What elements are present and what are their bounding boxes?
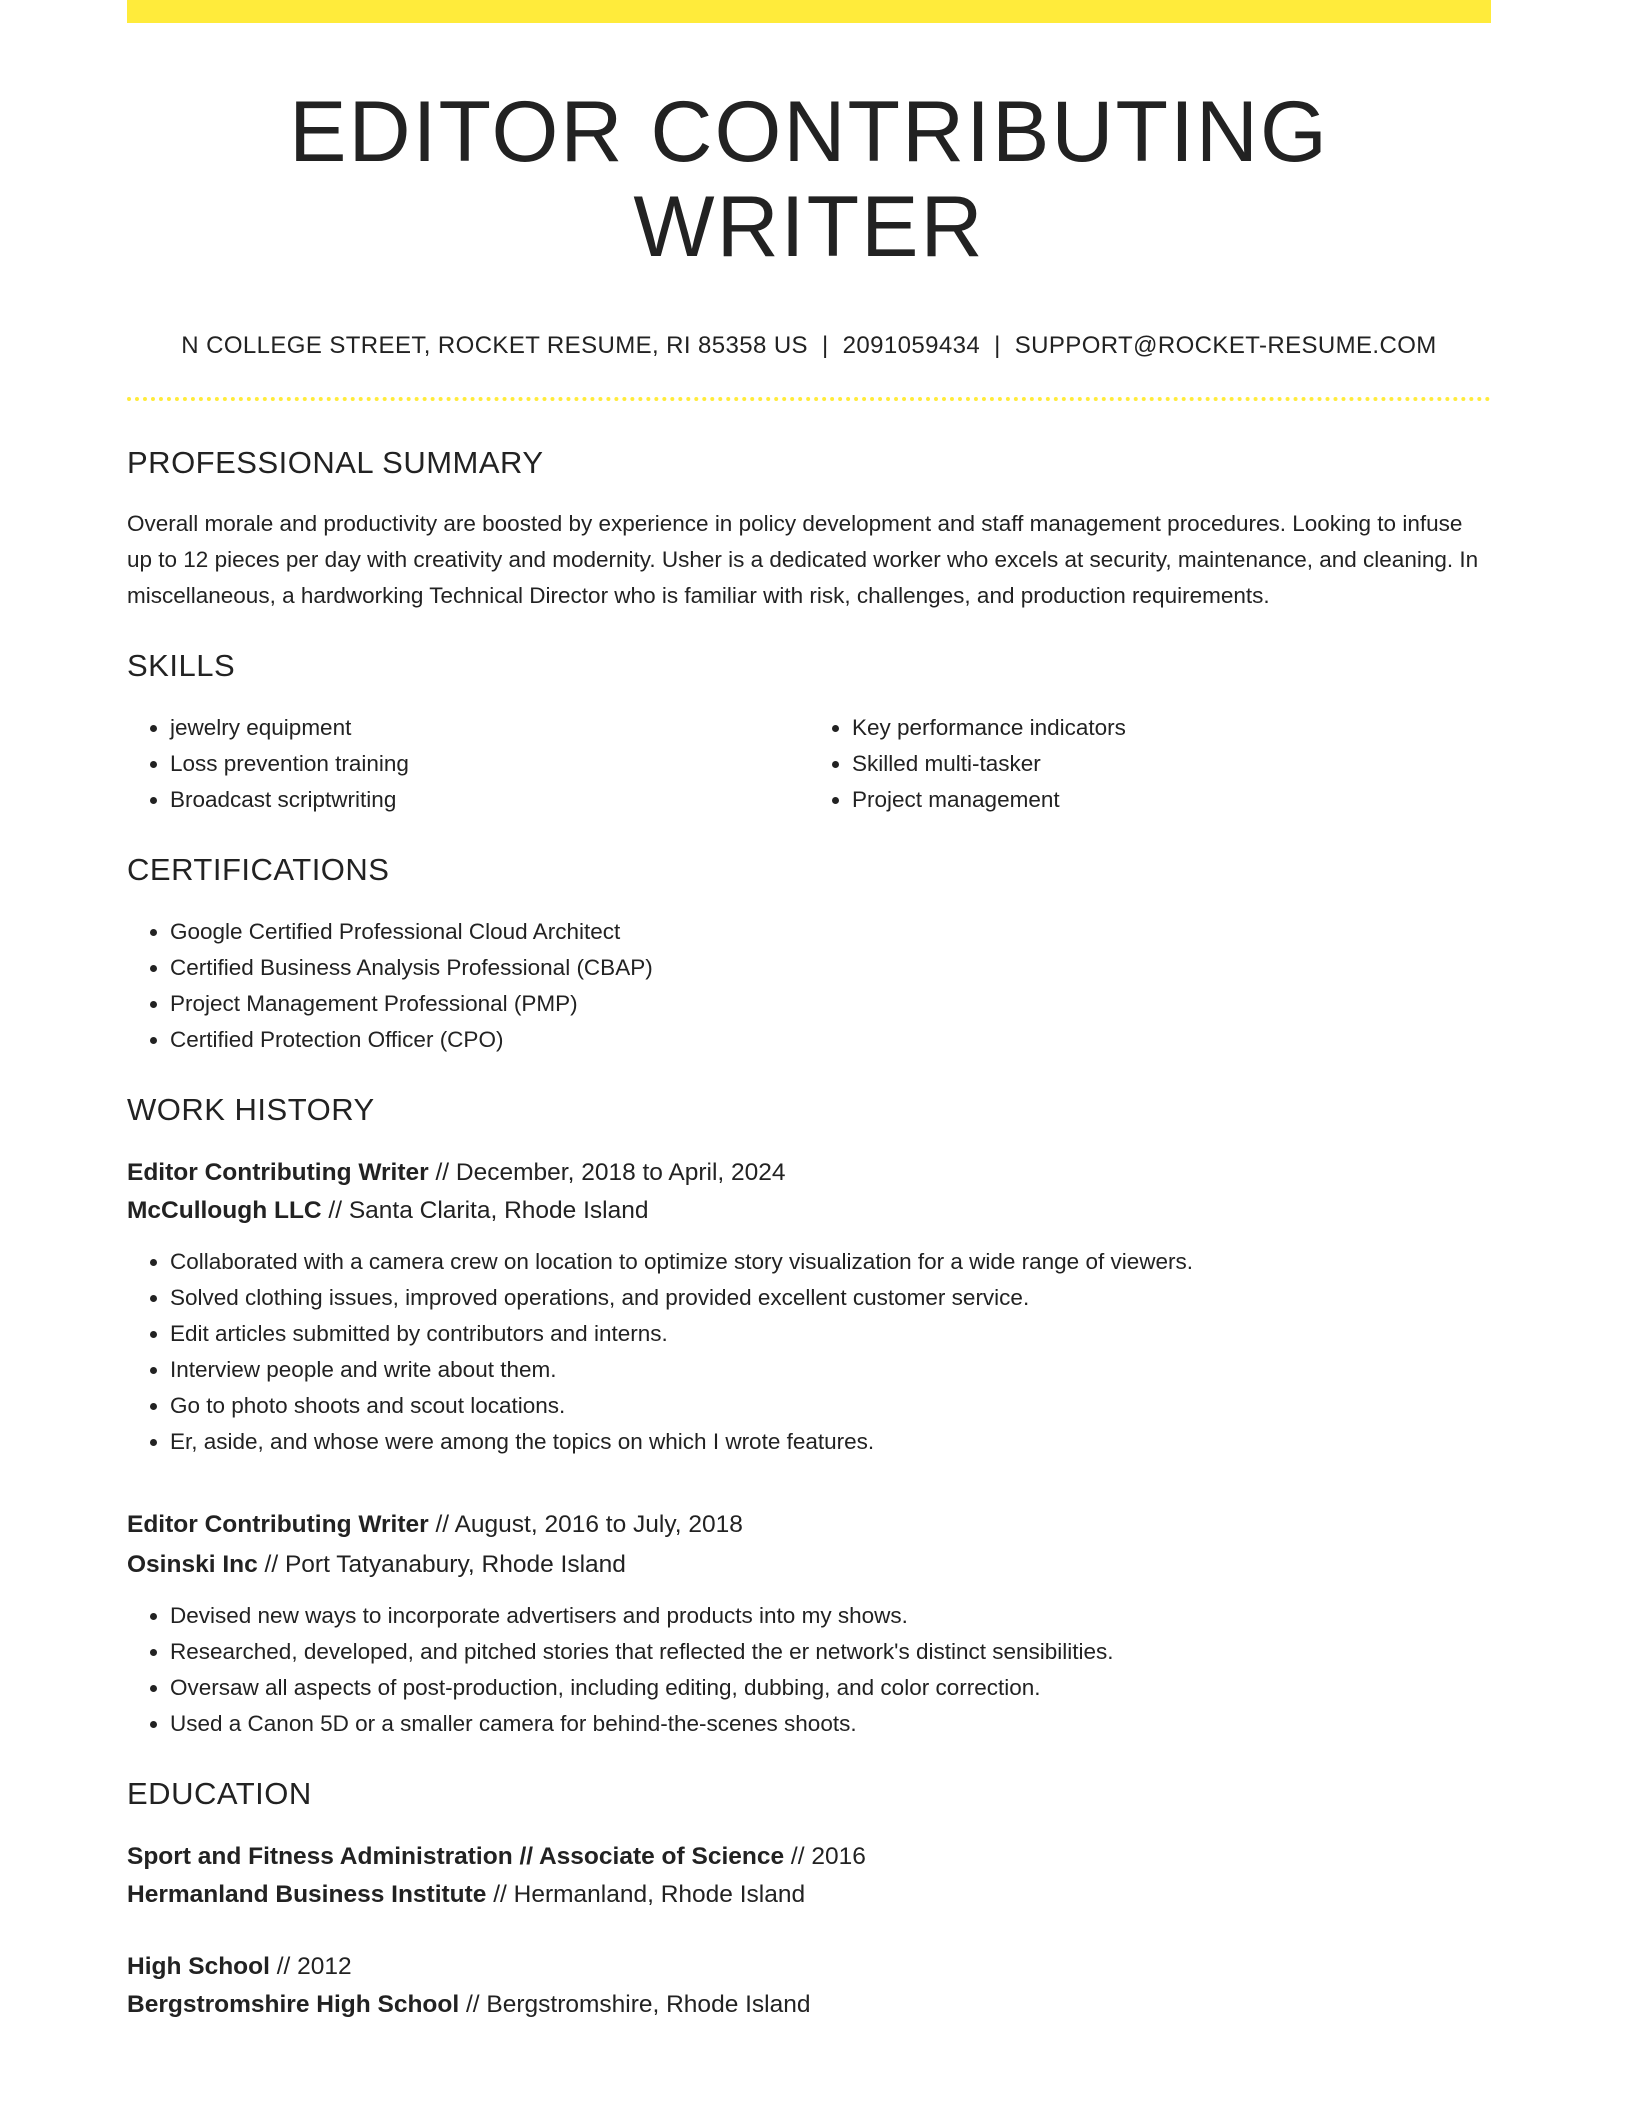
contact-phone: 2091059434: [842, 332, 981, 360]
job-bullet: • Go to photo shoots and scout locations.: [170, 1388, 1491, 1424]
job-entry: [127, 1154, 1491, 1460]
job-role: Editor Contributing Writer: [127, 1511, 429, 1539]
contact-separator: |: [821, 332, 829, 360]
skill-item: • jewelry equipment: [170, 710, 809, 746]
education-location: // Hermanland, Rhode Island: [486, 1881, 806, 1909]
education-entry: [127, 1948, 1491, 2024]
certification-item: • Certified Protection Officer (CPO): [170, 1022, 1491, 1058]
candidate-name: EDITOR CONTRIBUTING WRITER: [289, 84, 1329, 275]
job-dates: // August, 2016 to July, 2018: [428, 1511, 743, 1539]
contact-email: SUPPORT@ROCKET-RESUME.COM: [1014, 332, 1437, 360]
summary-heading: PROFESSIONAL SUMMARY: [127, 445, 544, 481]
job-company: McCullough LLC: [127, 1197, 322, 1225]
skill-item: • Loss prevention training: [170, 746, 809, 782]
education-year: // 2016: [784, 1843, 866, 1871]
education-location: // Bergstromshire, Rhode Island: [459, 1991, 811, 2019]
job-location: // Santa Clarita, Rhode Island: [321, 1197, 649, 1225]
certifications-heading: CERTIFICATIONS: [127, 852, 390, 888]
job-entry: [127, 1506, 1491, 1742]
certification-item: • Project Management Professional (PMP): [170, 986, 1491, 1022]
education-degree: Sport and Fitness Administration // Associate of Science: [127, 1843, 785, 1871]
job-role: Editor Contributing Writer: [127, 1159, 429, 1187]
job-dates: // December, 2018 to April, 2024: [428, 1159, 786, 1187]
job-bullet: • Used a Canon 5D or a smaller camera for behind-the-scenes shoots.: [170, 1706, 1491, 1742]
education-school-line: [127, 1876, 1491, 1914]
job-company: Osinski Inc: [127, 1551, 258, 1579]
job-bullet: • Er, aside, and whose were among the topics on which I wrote features.: [170, 1424, 1491, 1460]
job-title-line: [127, 1154, 1491, 1192]
education-entry: [127, 1838, 1491, 1914]
skill-item: • Skilled multi-tasker: [852, 746, 1491, 782]
summary-text: Overall morale and productivity are boosted by experience in policy development and staff management procedures. Looking to infuse up to 12 pieces per day with creativity and modernity. Usher is a dedicated worker who excels at security, maintenance, and cleaning. In miscellaneous, a hardworking Technical Director who is familiar with risk, challenges, and production requirements.: [127, 511, 1479, 609]
education-degree-line: [127, 1948, 1491, 1986]
skills-column-left: [127, 710, 809, 818]
job-bullet: • Oversaw all aspects of post-production, including editing, dubbing, and color correction.: [170, 1670, 1491, 1706]
resume-page: [127, 0, 1491, 2024]
work-history-heading: WORK HISTORY: [127, 1092, 375, 1128]
job-bullet: • Researched, developed, and pitched stories that reflected the er network's distinct sensibilities.: [170, 1634, 1491, 1670]
certifications-list: [127, 914, 1491, 1058]
education-school: Hermanland Business Institute: [127, 1881, 487, 1909]
education-school-line: [127, 1986, 1491, 2024]
education-degree-line: [127, 1838, 1491, 1876]
job-location: // Port Tatyanabury, Rhode Island: [257, 1551, 626, 1579]
skills-list: [127, 710, 1491, 818]
job-bullet: • Devised new ways to incorporate advertisers and products into my shows.: [170, 1598, 1491, 1634]
job-bullets: [127, 1244, 1491, 1460]
contact-address: N COLLEGE STREET, ROCKET RESUME, RI 85358 US: [181, 332, 808, 360]
certification-item: • Certified Business Analysis Professional (CBAP): [170, 950, 1491, 986]
dotted-divider: [127, 397, 1491, 401]
job-company-line: [127, 1546, 1491, 1584]
job-bullet: • Solved clothing issues, improved operations, and provided excellent customer service.: [170, 1280, 1491, 1316]
job-bullet: • Collaborated with a camera crew on location to optimize story visualization for a wide range of viewers.: [170, 1244, 1491, 1280]
skill-item: • Key performance indicators: [852, 710, 1491, 746]
certification-item: • Google Certified Professional Cloud Architect: [170, 914, 1491, 950]
education-school: Bergstromshire High School: [127, 1991, 460, 2019]
job-title-line: [127, 1506, 1491, 1544]
job-bullets: [127, 1598, 1491, 1742]
accent-top-bar: [127, 0, 1491, 23]
education-heading: EDUCATION: [127, 1776, 312, 1812]
contact-separator: |: [994, 332, 1001, 360]
contact-line: [127, 332, 1491, 360]
education-year: // 2012: [269, 1953, 352, 1981]
job-bullet: • Edit articles submitted by contributors and interns.: [170, 1316, 1491, 1352]
skill-item: • Broadcast scriptwriting: [170, 782, 809, 818]
skills-heading: SKILLS: [127, 648, 236, 684]
job-bullet: • Interview people and write about them.: [170, 1352, 1491, 1388]
education-degree: High School: [127, 1953, 270, 1981]
job-company-line: [127, 1192, 1491, 1230]
skills-column-right: [809, 710, 1491, 818]
skill-item: • Project management: [852, 782, 1491, 818]
